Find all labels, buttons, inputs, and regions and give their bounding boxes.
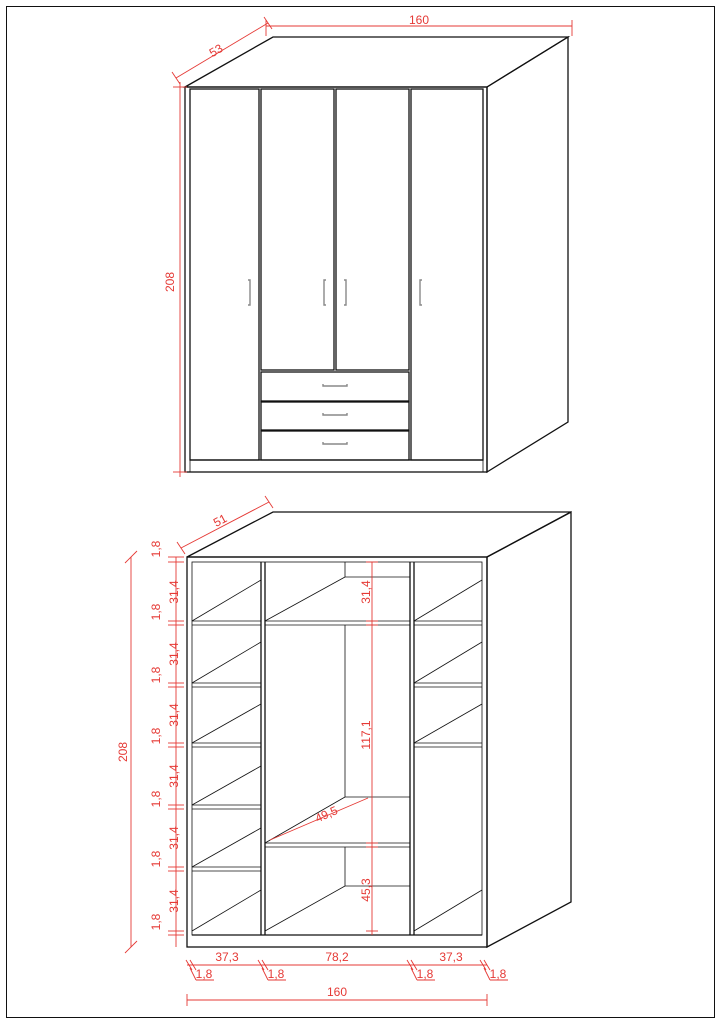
door-right bbox=[411, 89, 483, 460]
panel-thickness-1: 1,8 bbox=[195, 967, 213, 981]
right-width-label: 37,3 bbox=[439, 950, 463, 964]
drawer-3 bbox=[261, 431, 409, 460]
exterior-dimensions bbox=[163, 13, 572, 477]
drawer-handle-icon bbox=[323, 384, 347, 386]
interior-width-label: 160 bbox=[326, 985, 348, 999]
interior-dimensions bbox=[116, 496, 508, 1006]
handle-center-right-icon bbox=[344, 280, 346, 305]
drawer-2 bbox=[261, 402, 409, 430]
exterior-depth-label: 53 bbox=[206, 41, 226, 60]
panel-thickness-2: 1,8 bbox=[267, 967, 285, 981]
exterior-wardrobe bbox=[163, 13, 572, 477]
shelf-5-thickness: 1,8 bbox=[149, 850, 163, 868]
exterior-side-face bbox=[487, 37, 568, 472]
left-width-label: 37,3 bbox=[215, 950, 239, 964]
door-center-left bbox=[261, 89, 334, 370]
top-panel-thickness: 1,8 bbox=[149, 540, 163, 558]
handle-left-icon bbox=[248, 280, 250, 305]
interior-wardrobe bbox=[116, 496, 571, 1006]
shelf-3-thickness: 1,8 bbox=[149, 727, 163, 745]
bottom-panel-thickness: 1,8 bbox=[149, 913, 163, 931]
panel-thickness-3: 1,8 bbox=[416, 967, 434, 981]
drawer-handle-icon bbox=[323, 442, 347, 444]
shelf-4-thickness: 1,8 bbox=[149, 790, 163, 808]
handle-right-icon bbox=[420, 280, 422, 305]
shelf-1-thickness: 1,8 bbox=[149, 603, 163, 621]
interior-front bbox=[187, 557, 487, 947]
left-cell-6-height: 31,4 bbox=[167, 889, 181, 913]
exterior-width-label: 160 bbox=[408, 13, 430, 27]
interior-top-face bbox=[187, 512, 571, 557]
left-cell-4-height: 31,4 bbox=[167, 764, 181, 788]
door-handles bbox=[248, 280, 422, 305]
center-shelf-depth: 49,5 bbox=[312, 803, 340, 826]
center-width-label: 78,2 bbox=[325, 950, 349, 964]
drawer-handle-icon bbox=[323, 413, 347, 415]
interior-depth-label: 51 bbox=[210, 511, 230, 530]
drawer-handles bbox=[323, 384, 347, 444]
left-cell-3-height: 31,4 bbox=[167, 703, 181, 727]
interior-side-face bbox=[487, 512, 571, 947]
handle-center-left-icon bbox=[324, 280, 326, 305]
right-column-shelves bbox=[414, 580, 482, 931]
panel-thickness-4: 1,8 bbox=[489, 967, 507, 981]
left-cell-1-height: 31,4 bbox=[167, 580, 181, 604]
center-bottom-cell-height: 45,3 bbox=[359, 878, 373, 902]
interior-height-label: 208 bbox=[116, 741, 130, 763]
left-column-shelves bbox=[192, 580, 261, 931]
exterior-height-label: 208 bbox=[163, 271, 177, 293]
shelf-2-thickness: 1,8 bbox=[149, 666, 163, 684]
door-center-right bbox=[336, 89, 409, 370]
door-left bbox=[190, 89, 259, 460]
left-cell-5-height: 31,4 bbox=[167, 826, 181, 850]
center-top-cell-height: 31,4 bbox=[359, 580, 373, 604]
center-hanging-height: 117,1 bbox=[359, 720, 373, 750]
center-section bbox=[265, 562, 410, 931]
exterior-top-face bbox=[185, 37, 568, 87]
left-cell-2-height: 31,4 bbox=[167, 642, 181, 666]
